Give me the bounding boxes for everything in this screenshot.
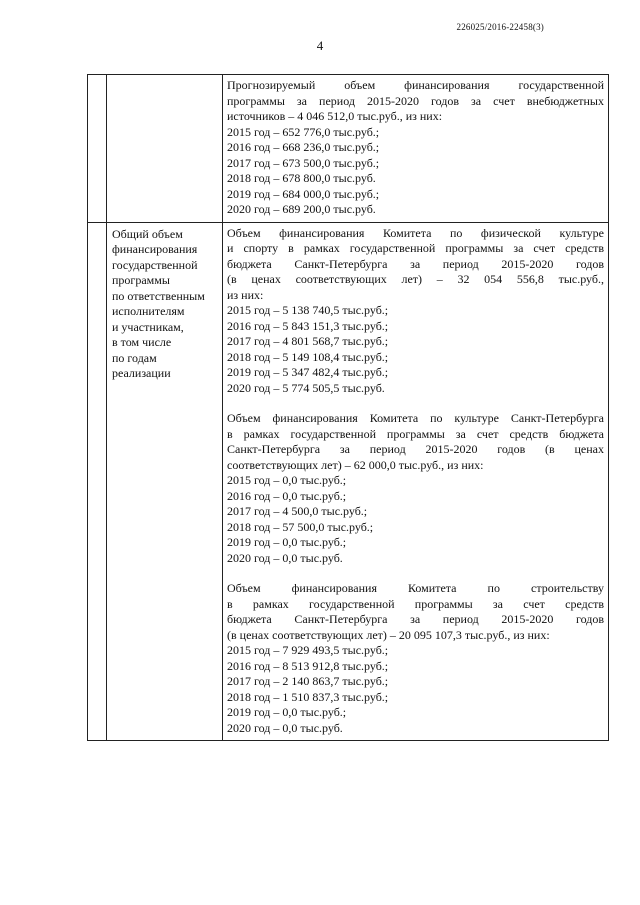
text-line: источников – 4 046 512,0 тыс.руб., из них: — [227, 109, 443, 123]
label-line: по годам — [112, 350, 157, 365]
year-line: 2017 год – 4 801 568,7 тыс.руб.; — [227, 334, 389, 348]
year-line: 2018 год – 57 500,0 тыс.руб.; — [227, 519, 374, 534]
year-line: 2018 год – 5 149 108,4 тыс.руб.; — [227, 349, 389, 364]
year-line: 2015 год – 0,0 тыс.руб.; — [227, 473, 347, 487]
document-id: 226025/2016-22458(3) — [456, 22, 544, 32]
text-line: в рамках государственной программы за счет средств бюджета — [227, 426, 604, 441]
label-line: исполнителям — [112, 304, 185, 318]
year-line: 2016 год – 5 843 151,3 тыс.руб.; — [227, 318, 389, 333]
financing-table — [87, 74, 609, 741]
year-line: 2020 год – 0,0 тыс.руб. — [227, 550, 343, 565]
financing-details-cell — [223, 222, 609, 741]
year-line: 2019 год – 0,0 тыс.руб.; — [227, 705, 347, 719]
table-row — [88, 75, 609, 223]
label-line: программы — [112, 273, 170, 287]
text-line: соответствующих лет) – 62 000,0 тыс.руб., из них: — [227, 457, 484, 472]
text-line: и спорту в рамках государственной программы за счет средств — [227, 241, 604, 255]
page-number: 4 — [316, 38, 324, 53]
year-line: 2019 год – 0,0 тыс.руб.; — [227, 535, 347, 549]
empty-cell — [88, 222, 107, 741]
year-line: 2020 год – 689 200,0 тыс.руб. — [227, 202, 376, 216]
label-line: Общий объем — [112, 226, 183, 241]
year-line: 2016 год – 668 236,0 тыс.руб.; — [227, 140, 380, 154]
text-line: бюджета Санкт-Петербурга за период 2015-2020 годов — [227, 256, 604, 271]
text-line: программы за период 2015-2020 годов за счет внебюджетных — [227, 93, 604, 108]
label-line: по ответственным — [112, 288, 205, 303]
label-line: государственной — [112, 257, 198, 272]
text-line: Объем финансирования Комитета по строительству — [227, 581, 604, 595]
year-line: 2020 год – 0,0 тыс.руб. — [227, 720, 343, 735]
year-line: 2015 год – 7 929 493,5 тыс.руб.; — [227, 643, 389, 657]
year-line: 2017 год – 2 140 863,7 тыс.руб.; — [227, 674, 389, 688]
year-line: 2017 год – 4 500,0 тыс.руб.; — [227, 504, 368, 518]
year-line: 2016 год – 0,0 тыс.руб.; — [227, 488, 347, 503]
text-line: (в ценах соответствующих лет) – 20 095 107,3 тыс.руб., из них: — [227, 627, 550, 642]
year-line: 2018 год – 678 800,0 тыс.руб. — [227, 171, 376, 185]
year-line: 2018 год – 1 510 837,3 тыс.руб.; — [227, 689, 389, 704]
year-line: 2015 год – 5 138 740,5 тыс.руб.; — [227, 303, 389, 317]
extrabudgetary-financing-cell — [223, 75, 609, 223]
construction-committee-block — [227, 581, 604, 736]
year-line: 2019 год – 5 347 482,4 тыс.руб.; — [227, 365, 389, 379]
sports-committee-block — [227, 226, 604, 397]
table-row — [88, 222, 609, 741]
year-line: 2020 год – 5 774 505,5 тыс.руб. — [227, 380, 385, 395]
text-line: Объем финансирования Комитета по физической культуре — [227, 225, 604, 240]
label-line: финансирования — [112, 242, 198, 256]
label-line: реализации — [112, 366, 171, 380]
label-line: и участникам, — [112, 319, 184, 334]
text-line: Прогнозируемый объем финансирования государственной — [227, 78, 604, 92]
year-line: 2019 год – 684 000,0 тыс.руб.; — [227, 186, 380, 201]
year-line: 2016 год – 8 513 912,8 тыс.руб.; — [227, 658, 389, 673]
text-line: Объем финансирования Комитета по культуре Санкт-Петербурга — [227, 411, 604, 425]
empty-label-cell — [107, 75, 223, 223]
text-line: в рамках государственной программы за счет средств — [227, 596, 604, 611]
label-line: в том числе — [112, 335, 172, 349]
text-line: (в ценах соответствующих лет) – 32 054 556,8 тыс.руб., — [227, 272, 604, 286]
year-line: 2015 год – 652 776,0 тыс.руб.; — [227, 124, 380, 139]
year-line: 2017 год – 673 500,0 тыс.руб.; — [227, 155, 380, 170]
text-line: из них: — [227, 287, 264, 302]
culture-committee-block — [227, 411, 604, 566]
text-line: бюджета Санкт-Петербурга за период 2015-2020 годов — [227, 612, 604, 626]
empty-cell — [88, 75, 107, 223]
text-line: Санкт-Петербурга за период 2015-2020 годов (в ценах — [227, 442, 604, 456]
total-financing-label-cell — [107, 222, 223, 741]
